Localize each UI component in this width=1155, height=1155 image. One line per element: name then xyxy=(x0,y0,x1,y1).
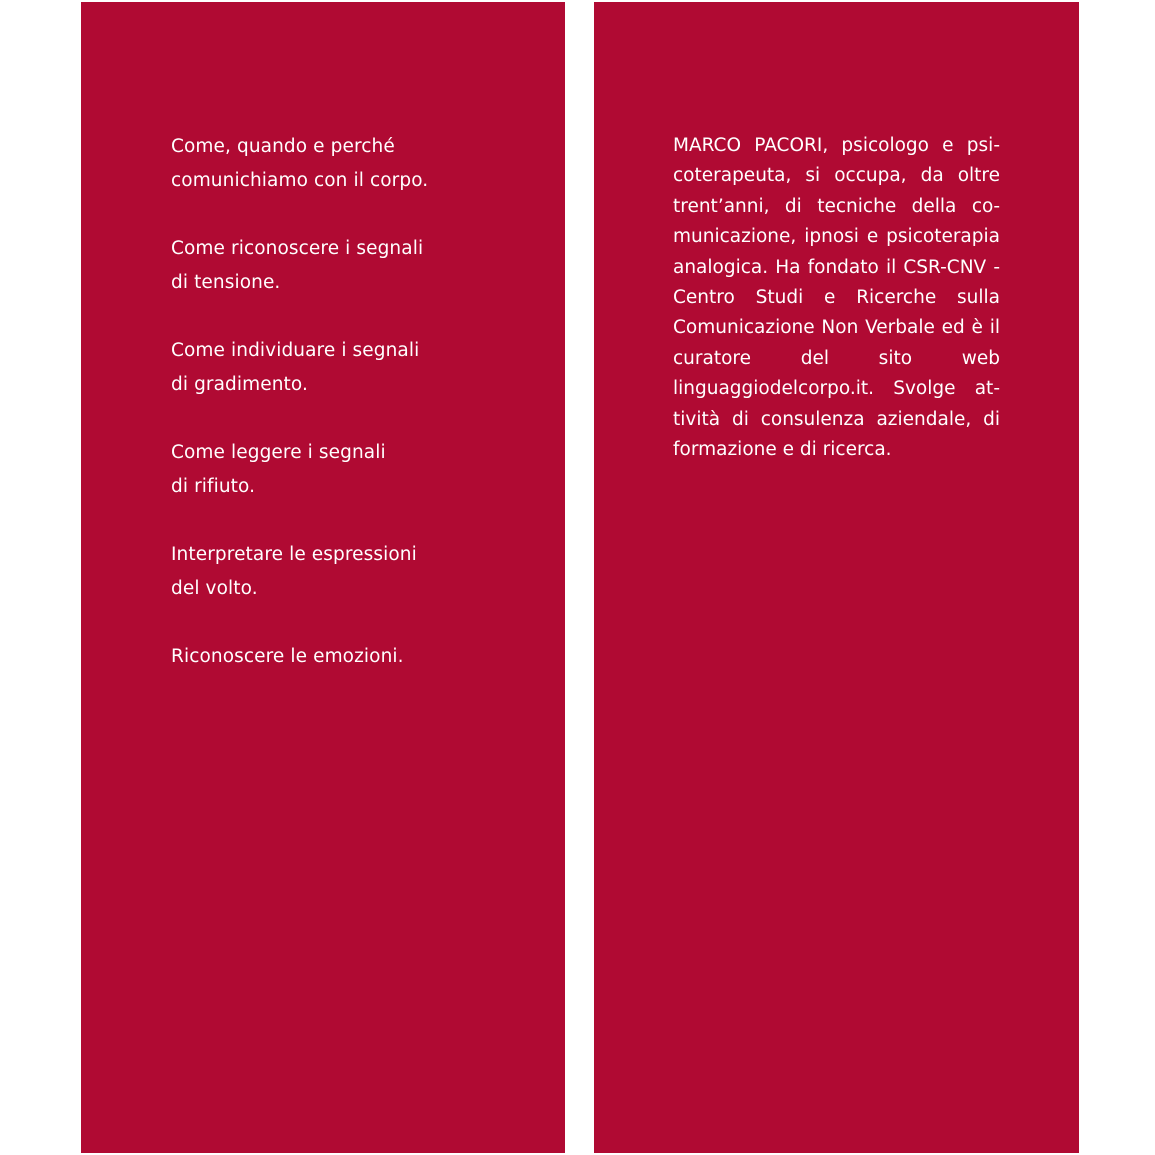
topic-item: Riconoscere le emozioni. xyxy=(171,646,404,667)
left-flap xyxy=(81,2,565,1153)
topic-item: Come individuare i segnali di gradimento. xyxy=(171,340,420,395)
right-flap xyxy=(594,2,1079,1153)
topic-list xyxy=(171,130,551,708)
topic-item: Come, quando e perché comunichiamo con il corpo. xyxy=(171,136,429,191)
topic-item: Come riconoscere i segnali di tensione. xyxy=(171,238,424,293)
topic-item: Interpretare le espressioni del volto. xyxy=(171,544,417,599)
author-bio: MARCO PACORI, psicologo e psicoterapeuta, si occupa, da oltre trent’anni, di tecniche della comunicazione, ipnosi e psicoterapia analogica. Ha fondato il CSR-CNV - Centro Studi e Ricerche sulla Comunicazione Non Verbale ed è il curatore del sito web linguaggiodelcorpo.it. Svolge attività di consulenza aziendale, di formazione e di ricerca. xyxy=(673,135,1000,461)
topic-item: Come leggere i segnali di rifiuto. xyxy=(171,442,386,497)
